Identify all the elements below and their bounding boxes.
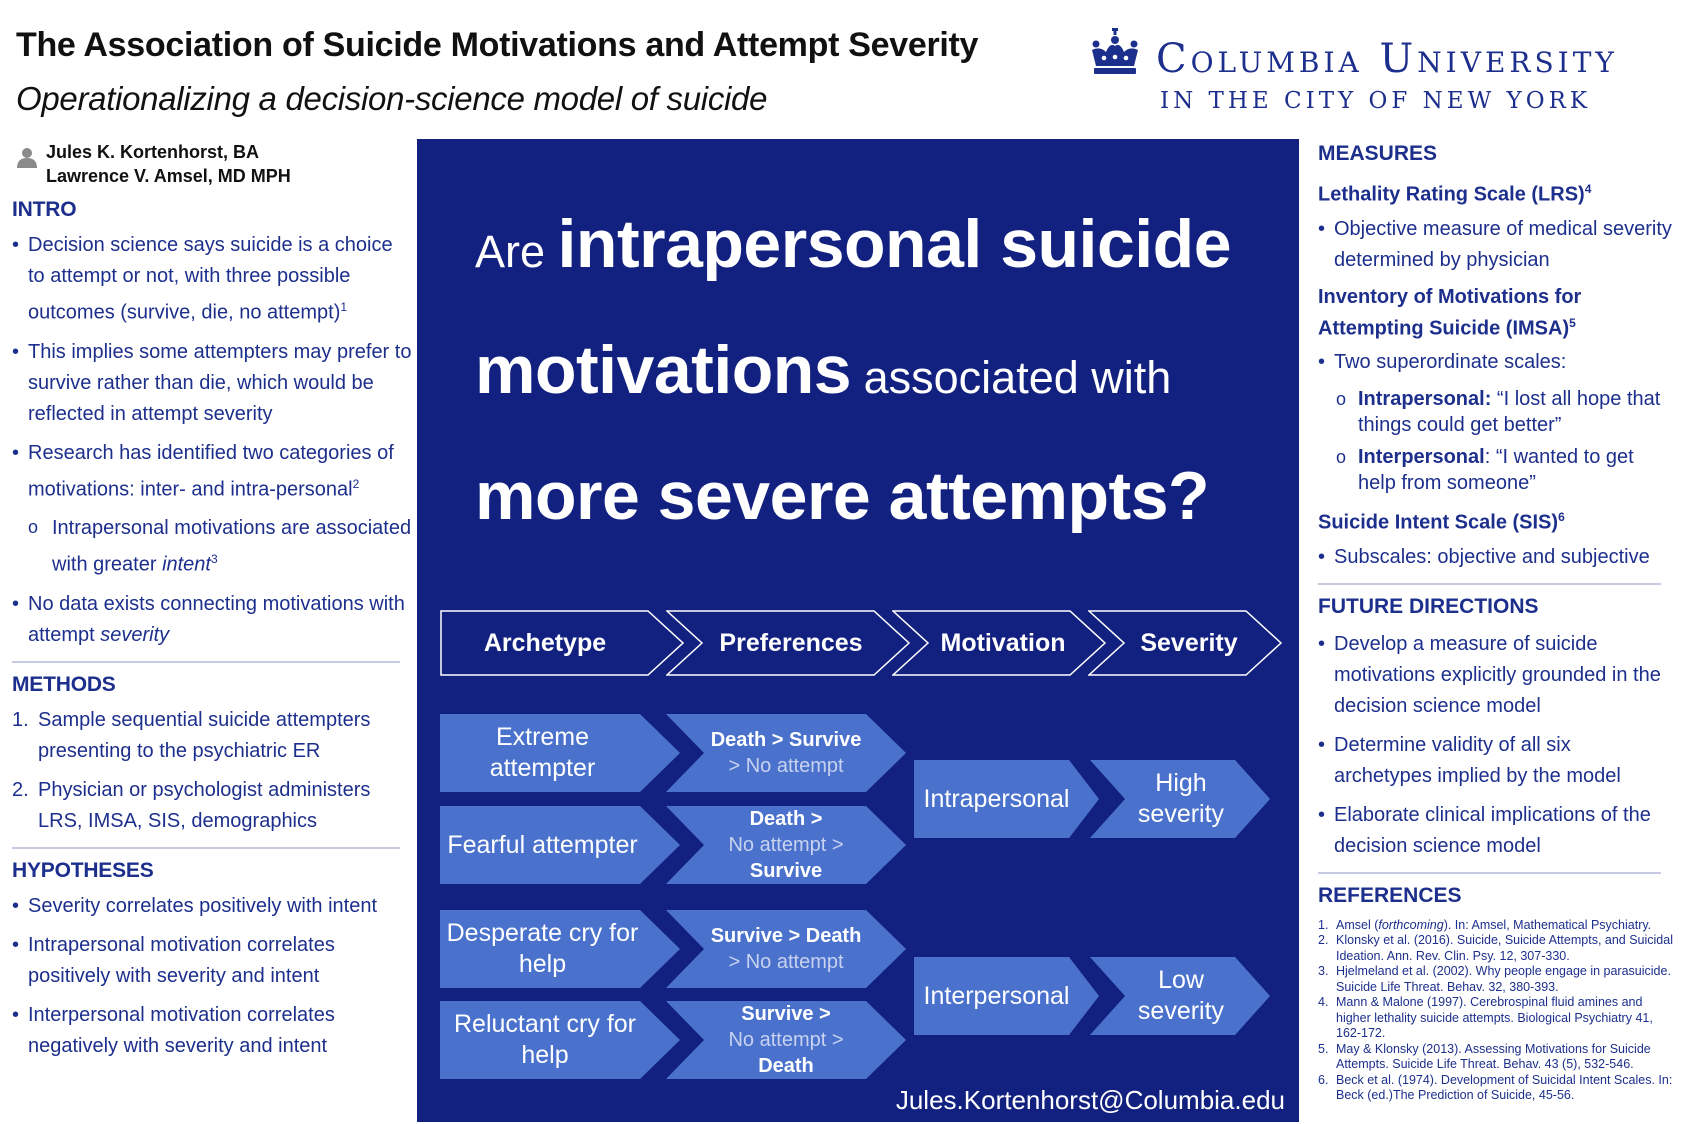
center-panel (417, 139, 1299, 1122)
research-question: Are intrapersonal suicide motivations associated with more severe attempts? (475, 206, 1232, 534)
reference-6: 6. Beck et al. (1974). Development of Suicidal Intent Scales. In: Beck (ed.)The Prediction of Suicide, 45-56. (1318, 1072, 1673, 1103)
header-archetype: Archetype (483, 628, 607, 657)
intro-heading: INTRO (12, 198, 77, 221)
crown-icon (1088, 28, 1142, 80)
left-column (12, 140, 412, 1070)
intro-bullet-2: • This implies some attempters may prefer to survive rather than die, which would be reflected in attempt severity (12, 337, 412, 430)
imsa-heading: Inventory of Motivations for Attempting Suicide (IMSA)$^5$ (1318, 285, 1582, 340)
reference-1: 1. Amsel (forthcoming). In: Amsel, Mathematical Psychiatry. (1318, 917, 1652, 932)
intro-bullet-1: • Decision science says suicide is a choice to attempt or not, with three possible outcomes (survive, die, no attempt)$^1$ (12, 230, 412, 329)
intro-bullet-4: • No data exists connecting motivations with attempt severity (12, 589, 412, 651)
header-preferences: Preferences (719, 628, 863, 657)
logo-university-name: Columbia University (1156, 36, 1618, 82)
reference-2: 2. Klonsky et al. (2016). Suicide, Suicide Attempts, and Suicidal Ideation. Ann. Rev. Clin. Psy. 12, 307-330. (1318, 933, 1673, 963)
divider (1318, 872, 1661, 874)
motivation-interpersonal: Interpersonal (923, 981, 1070, 1010)
intro-subbullet-1: o Intrapersonal motivations are associated with greater intent$^3$ (12, 513, 412, 581)
author-2: Lawrence V. Amsel, MD MPH (46, 166, 291, 186)
reference-3: 3. Hjelmeland et al. (2002). Why people engage in parasuicide. Suicide Life Threat. Behav. 32, 380-393. (1318, 964, 1671, 994)
header-motivation: Motivation (940, 628, 1066, 657)
author-1: Jules K. Kortenhorst, BA (46, 142, 260, 162)
poster-title: The Association of Suicide Motivations and Attempt Severity (16, 26, 979, 64)
methods-item-2: 2. Physician or psychologist administers LRS, IMSA, SIS, demographics (12, 778, 371, 832)
person-icon (16, 146, 38, 168)
future-item-3: • Elaborate clinical implications of the decision science model (1318, 800, 1673, 862)
logo-city-line: IN THE CITY OF NEW YORK (1160, 88, 1592, 114)
motivation-intrapersonal: Intrapersonal (923, 784, 1070, 813)
hypothesis-3: • Interpersonal motivation correlates negatively with severity and intent (12, 1000, 412, 1062)
reference-4: 4. Mann & Malone (1997). Cerebrospinal fluid amines and higher lethality suicide attempts. Biological Psychiatry 41, 162-172. (1318, 995, 1653, 1041)
future-heading: FUTURE DIRECTIONS (1318, 594, 1539, 618)
lrs-bullet: • Objective measure of medical severity determined by physician (1318, 214, 1673, 276)
header-severity: Severity (1140, 628, 1238, 657)
hypothesis-2: • Intrapersonal motivation correlates positively with severity and intent (12, 930, 412, 992)
preference-extreme: Death > Survive > No attempt (710, 729, 862, 777)
hypothesis-1: • Severity correlates positively with intent (12, 891, 412, 922)
intro-bullet-3: • Research has identified two categories of motivations: inter- and intra-personal$^2$ (12, 438, 412, 506)
methods-heading: METHODS (12, 672, 116, 696)
severity-low: Low severity (1137, 966, 1225, 1025)
archetype-fearful: Fearful attempter (447, 830, 638, 859)
archetype-desperate: Desperate cry for help (446, 919, 639, 978)
poster-subtitle: Operationalizing a decision-science model of suicide (16, 80, 768, 117)
sis-heading: Suicide Intent Scale (SIS)$^6$ (1318, 510, 1565, 534)
future-item-1: • Develop a measure of suicide motivations explicitly grounded in the decision science model (1318, 629, 1673, 722)
divider (12, 847, 400, 849)
divider (1318, 583, 1661, 585)
author-block (12, 140, 412, 188)
contact-email: Jules.Kortenhorst@Columbia.edu (895, 1085, 1285, 1115)
measures-heading: MEASURES (1318, 142, 1438, 165)
imsa-bullet: • Two superordinate scales: (1318, 347, 1673, 378)
right-column (1318, 140, 1673, 1104)
sis-bullet: • Subscales: objective and subjective (1318, 542, 1673, 573)
reference-5: 5. May & Klonsky (2013). Assessing Motivations for Suicide Attempts. Suicide Life Threat. Behav. 43 (5), 532-546. (1318, 1041, 1651, 1072)
hypotheses-heading: HYPOTHESES (12, 858, 154, 882)
preference-fearful: Death > No attempt > Survive (728, 808, 844, 882)
columbia-logo (1088, 28, 1658, 118)
divider (12, 661, 400, 663)
references-heading: REFERENCES (1318, 883, 1462, 907)
lrs-heading: Lethality Rating Scale (LRS)$^4$ (1318, 182, 1592, 206)
methods-item-1: 1. Sample sequential suicide attempters presenting to the psychiatric ER (12, 708, 371, 762)
preference-desperate: Survive > Death > No attempt (710, 925, 862, 973)
imsa-intrapersonal: o Intrapersonal: “I lost all hope that things could get better” (1318, 386, 1673, 438)
archetype-reluctant: Reluctant cry for help (453, 1010, 636, 1069)
severity-high: High severity (1137, 769, 1225, 828)
future-item-2: • Determine validity of all six archetypes implied by the model (1318, 730, 1673, 792)
preference-reluctant: Survive > No attempt > Death (728, 1003, 844, 1077)
imsa-interpersonal: o Interpersonal: “I wanted to get help from someone” (1318, 444, 1673, 496)
archetype-extreme: Extreme attempter (489, 723, 596, 782)
